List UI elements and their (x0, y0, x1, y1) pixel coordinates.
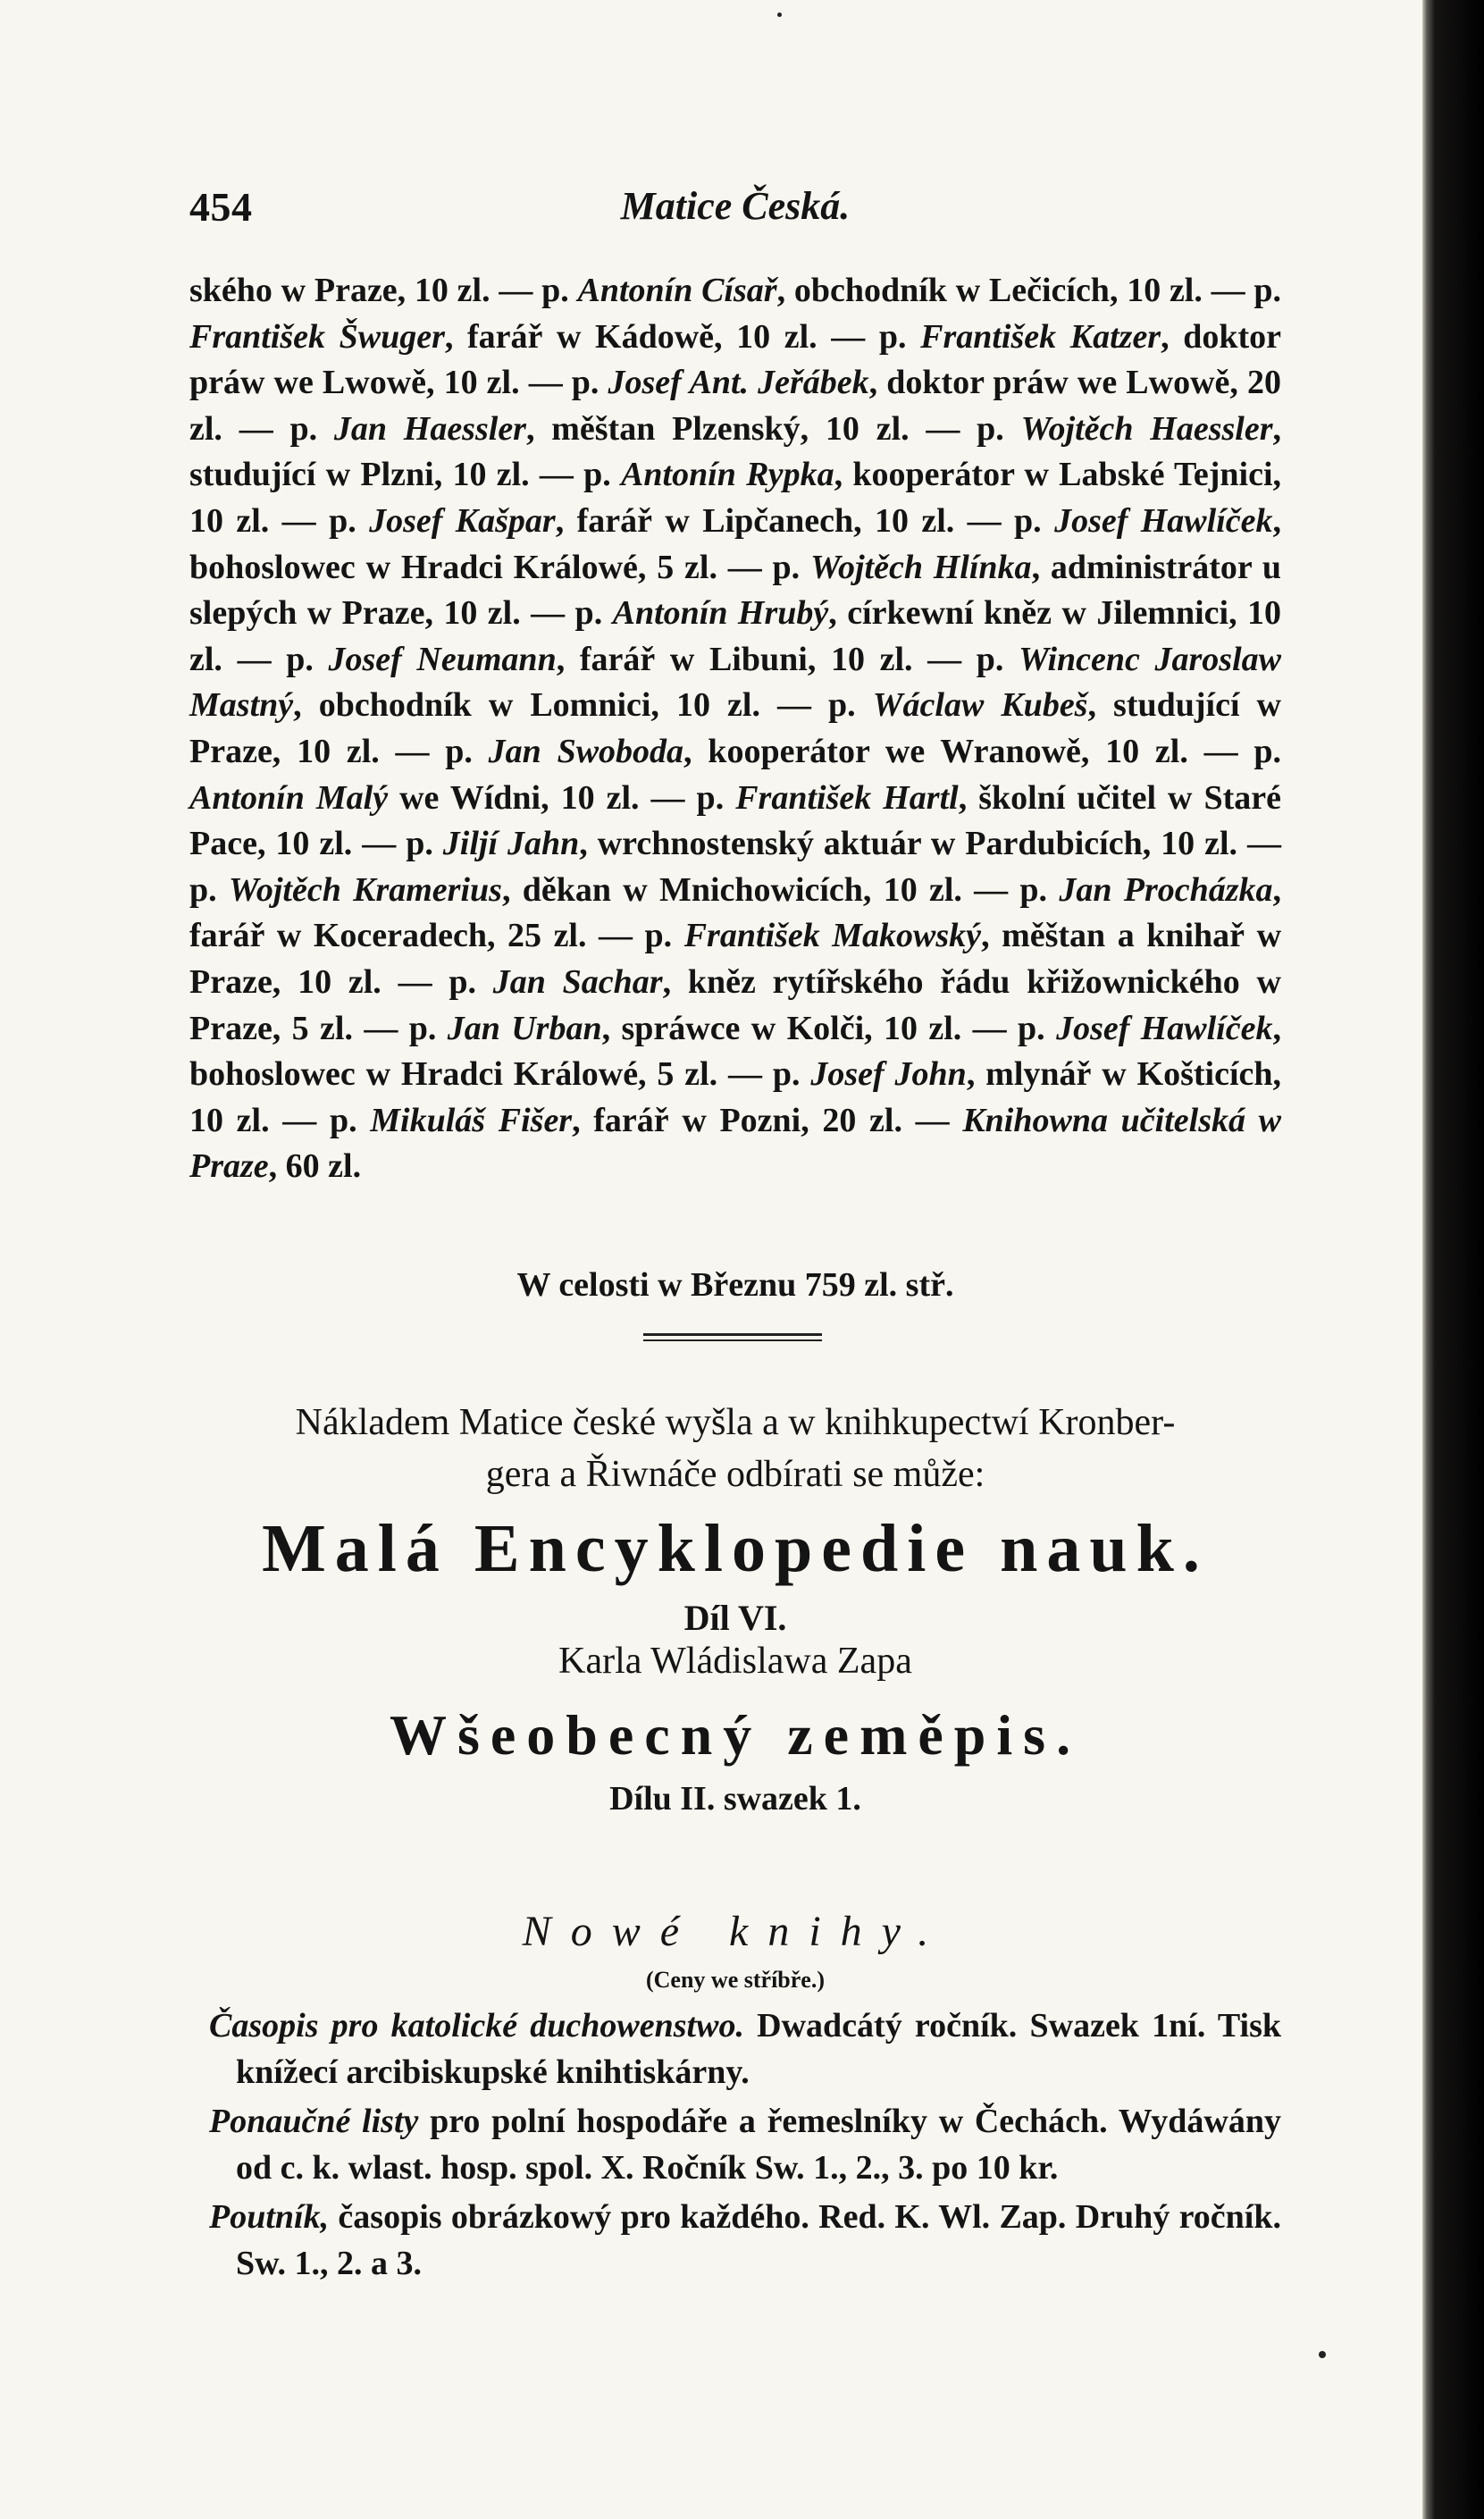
contribution-text: , farář w Lipčanech, 10 zl. — p. (555, 501, 1055, 540)
contributor-name: František Katzer (920, 317, 1161, 356)
work-title: Wšeobecný zeměpis. (389, 1703, 1082, 1767)
contribution-text: , farář w Koceradech, 25 zl. — p. (189, 870, 1282, 955)
price-note: (Ceny we stříbře.) (646, 1967, 825, 1993)
book-description: časopis obrázkowý pro každého. Red. K. Wl. Zap. Druhý ročník. Sw. 1., 2. a 3. (236, 2198, 1281, 2282)
contributor-name: Josef Kašpar (369, 501, 556, 540)
contribution-text: , měštan Plzenský, 10 zl. — p. (525, 409, 1021, 448)
contributor-name: Josef Ant. Jeřábek (608, 364, 869, 402)
contribution-text: , doktor práw we Lwowě, 10 zl. — p. (189, 317, 1281, 402)
running-title: Matice Česká. (620, 184, 851, 228)
contribution-text: , děkan w Mnichowicích, 10 zl. — p. (501, 870, 1060, 909)
book-title: Časopis pro katolické duchowenstwo. (209, 2007, 744, 2045)
contributor-name: Mikuláš Fišer (370, 1101, 573, 1139)
contributor-name: Antonín Hrubý (612, 594, 829, 633)
contributor-name: Wáclaw Kubeš (872, 686, 1088, 725)
contributor-name: Jan Haessler (333, 409, 526, 448)
contributors-paragraph (189, 268, 1281, 1190)
contribution-text: , studující w Plzni, 10 zl. — p. (189, 409, 1281, 494)
contributor-name: František Hartl (735, 778, 959, 817)
contribution-text: , doktor práw we Lwowě, 20 zl. — p. (189, 364, 1281, 448)
book-entry (209, 2099, 1281, 2191)
contributor-name: Wojtěch Kramerius (228, 870, 502, 909)
book-title: Ponaučné listy (209, 2103, 419, 2141)
print-speck (1319, 2351, 1326, 2358)
contributor-name: Josef John (810, 1055, 967, 1094)
contribution-text: , kooperátor w Labské Tejnici, 10 zl. — p. (189, 456, 1282, 540)
contributor-name: Jan Swoboda (488, 732, 684, 770)
contributor-name: Jan Procházka (1059, 870, 1273, 909)
publisher-notice (189, 1397, 1281, 1500)
notice-line: gera a Řiwnáče odbírati se může: (485, 1454, 985, 1495)
contributor-name: Josef Hawlíček (1054, 501, 1273, 540)
contribution-text: , školní učitel w Staré Pace, 10 zl. — p. (189, 778, 1282, 863)
contribution-text: , obchodník w Lečicích, 10 zl. — p. (776, 272, 1282, 309)
contributor-name: Wojtěch Hlínka (810, 548, 1032, 586)
new-books-heading: Nowé knihy. (522, 1908, 949, 1955)
contribution-text: , kněz rytířského řádu křižownického w Praze, 5 zl. — p. (189, 962, 1282, 1047)
contributor-name: Josef Hawlíček (1056, 1009, 1273, 1047)
encyclopedia-title: Malá Encyklopedie nauk. (262, 1511, 1209, 1586)
contribution-text: , mlynář w Košticích, 10 zl. — p. (189, 1055, 1282, 1139)
page-header (189, 183, 1281, 239)
contribution-text: ského w Praze, 10 zl. — p. (189, 272, 578, 309)
part-label: Dílu II. swazek 1. (609, 1780, 861, 1818)
contribution-text: , farář w Kádowě, 10 zl. — p. (444, 317, 921, 356)
print-speck (777, 13, 782, 17)
contribution-text: , 60 zl. (268, 1147, 362, 1186)
contribution-text: , obchodník w Lomnici, 10 zl. — p. (293, 686, 873, 725)
book-description: pro polní hospodáře a řemeslníky w Čechách. Wydáwány od c. k. wlast. hosp. spol. X. Ročník Sw. 1., 2., 3. po 10 kr. (236, 2103, 1281, 2187)
contributor-name: Antonín Malý (189, 778, 389, 817)
contributor-name: Wincenc Jaroslaw Mastný (189, 640, 1281, 725)
contribution-text: , farář w Pozni, 20 zl. — (572, 1101, 963, 1139)
double-rule-top (643, 1333, 822, 1336)
contributor-name: Jan Urban (447, 1009, 602, 1047)
author-line: Karla Wládislawa Zapa (558, 1641, 912, 1682)
contribution-text: , kooperátor we Wranowě, 10 zl. — p. (683, 732, 1281, 770)
contribution-text: , studující w Praze, 10 zl. — p. (189, 686, 1281, 770)
contributor-name: Antonín Císař (577, 272, 777, 309)
contribution-text: , wrchnostenský aktuár w Pardubicích, 10 zl. — p. (189, 825, 1281, 909)
volume-label: Díl VI. (683, 1598, 787, 1638)
contributor-name: Jan Sachar (492, 962, 663, 1001)
contribution-text: , bohoslowec w Hradci Králowé, 5 zl. — p. (189, 501, 1282, 586)
contributor-name: Antonín Rypka (621, 456, 834, 494)
contributor-name: Wojtěch Haessler (1020, 409, 1273, 448)
contribution-text: , farář w Libuni, 10 zl. — p. (556, 640, 1019, 678)
notice-line: Nákladem Matice české wyšla a w knihkupectwí Kronber- (295, 1402, 1176, 1443)
book-description: Dwadcátý ročník. Swazek 1ní. Tisk knížecí arcibiskupské knihtiskárny. (236, 2007, 1281, 2091)
double-rule-bottom (643, 1339, 822, 1341)
book-entry (209, 2195, 1281, 2287)
contributor-name: František Šwuger (189, 317, 445, 356)
contributor-name: Knihowna učitelská w Praze (189, 1101, 1281, 1186)
contribution-text: , spráwce w Kolči, 10 zl. — p. (601, 1009, 1057, 1047)
contributor-name: Jiljí Jahn (442, 825, 580, 863)
contribution-text: , bohoslowec w Hradci Králowé, 5 zl. — p. (189, 1009, 1281, 1094)
contributor-name: František Makowský (683, 917, 982, 955)
contribution-text: , administrátor u slepých w Praze, 10 zl. — p. (189, 548, 1281, 633)
contribution-text: , měštan a knihař w Praze, 10 zl. — p. (189, 917, 1282, 1001)
contribution-text: we Wídni, 10 zl. — p. (388, 778, 736, 817)
page-edge-shadow (1422, 0, 1484, 2519)
new-books-list (209, 2003, 1281, 2291)
book-entry (209, 2003, 1281, 2095)
contribution-text: , církewní kněz w Jilemnici, 10 zl. — p. (189, 594, 1281, 678)
contributor-name: Josef Neumann (328, 640, 557, 678)
total-line: W celosti w Březnu 759 zl. stř. (516, 1266, 954, 1304)
book-title: Poutník, (209, 2198, 330, 2237)
page-number: 454 (189, 184, 253, 230)
